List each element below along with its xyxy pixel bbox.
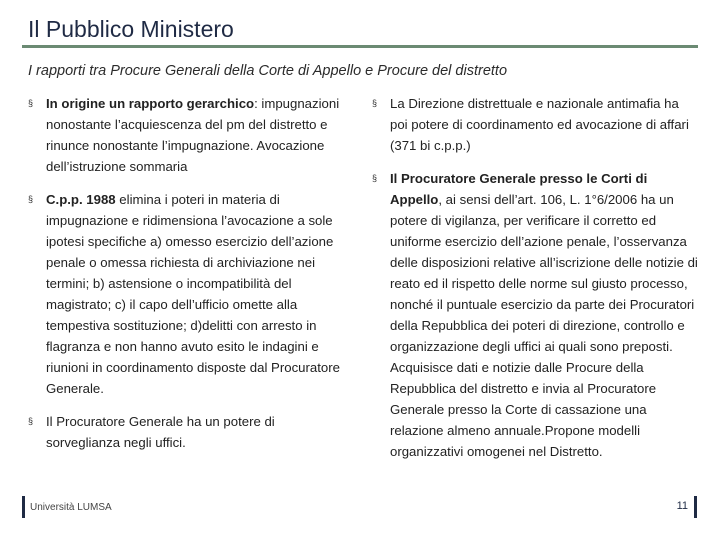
bullet-mark-icon: § [28, 194, 34, 204]
bullet-mark-icon: § [372, 173, 378, 183]
footer-institution: Università LUMSA [30, 502, 112, 513]
bullet-bold-text: Il Procuratore Generale presso le Corti di Appello [390, 171, 648, 207]
bullet-item [372, 168, 698, 462]
bullet-item [372, 93, 698, 156]
bullet-item [28, 411, 348, 453]
bullet-text: La Direzione distrettuale e nazionale antimafia ha poi potere di coordinamento ed avocazione di affari (371 bi c.p.p.) [390, 96, 689, 153]
bullet-text: : impugnazioni nonostante l’acquiescenza del pm del distretto e rinunce nonostante l’impugnazione. Avocazione dell’istruzione sommaria [46, 96, 340, 174]
bullet-text: , ai sensi dell’art. 106, L. 1°6/2006 ha un potere di vigilanza, per verificare il corretto ed uniforme esercizio dell’azione penale, l’osservanza delle disposizioni relative all’iscrizione delle notizie di reato ed il rispetto delle norme sul giusto processo, nonché il puntuale esercizio da parte dei Procuratori della Repubblica dei poteri di direzione, controllo e organizzazione degli uffici ai quali sono preposti. Acquisisce dati e notizie dalle Procure della Repubblica del distretto e invia al Procuratore Generale presso la Corte di cassazione una relazione almeno annuale.Propone modelli organizzativi omogenei nel Distretto. [390, 192, 698, 459]
title-divider [22, 45, 698, 48]
bullet-mark-icon: § [28, 416, 34, 426]
bullet-mark-icon: § [372, 98, 378, 108]
bullet-text: elimina i poteri in materia di impugnazione e ridimensiona l’avocazione a sole ipotesi specifiche a) omesso esercizio dell’azione penale o omessa richiesta di archiviazione nei termini; b) astensione o incompatibilità del magistrato; c) il capo dell’ufficio omette alla tempestiva sostituzione; d)delitti con arresto in flagranza e non hanno avuto esito le indagini e riunioni in coordinamento disposte dal Procuratore Generale. [46, 192, 340, 396]
footer-left-bar [22, 496, 25, 518]
bullet-bold-text: In origine un rapporto gerarchico [46, 96, 255, 111]
right-column [372, 93, 698, 474]
bullet-text: Il Procuratore Generale ha un potere di sorveglianza negli uffici. [46, 414, 275, 450]
page-number: 11 [676, 500, 688, 512]
bullet-mark-icon: § [28, 98, 34, 108]
footer-right-bar [694, 496, 697, 518]
slide-title: Il Pubblico Ministero [28, 16, 234, 42]
slide-subtitle: I rapporti tra Procure Generali della Corte di Appello e Procure del distretto [28, 63, 508, 79]
bullet-item [28, 93, 348, 177]
bullet-item [28, 189, 348, 399]
left-column [28, 93, 348, 465]
bullet-bold-text: C.p.p. 1988 [46, 192, 116, 207]
